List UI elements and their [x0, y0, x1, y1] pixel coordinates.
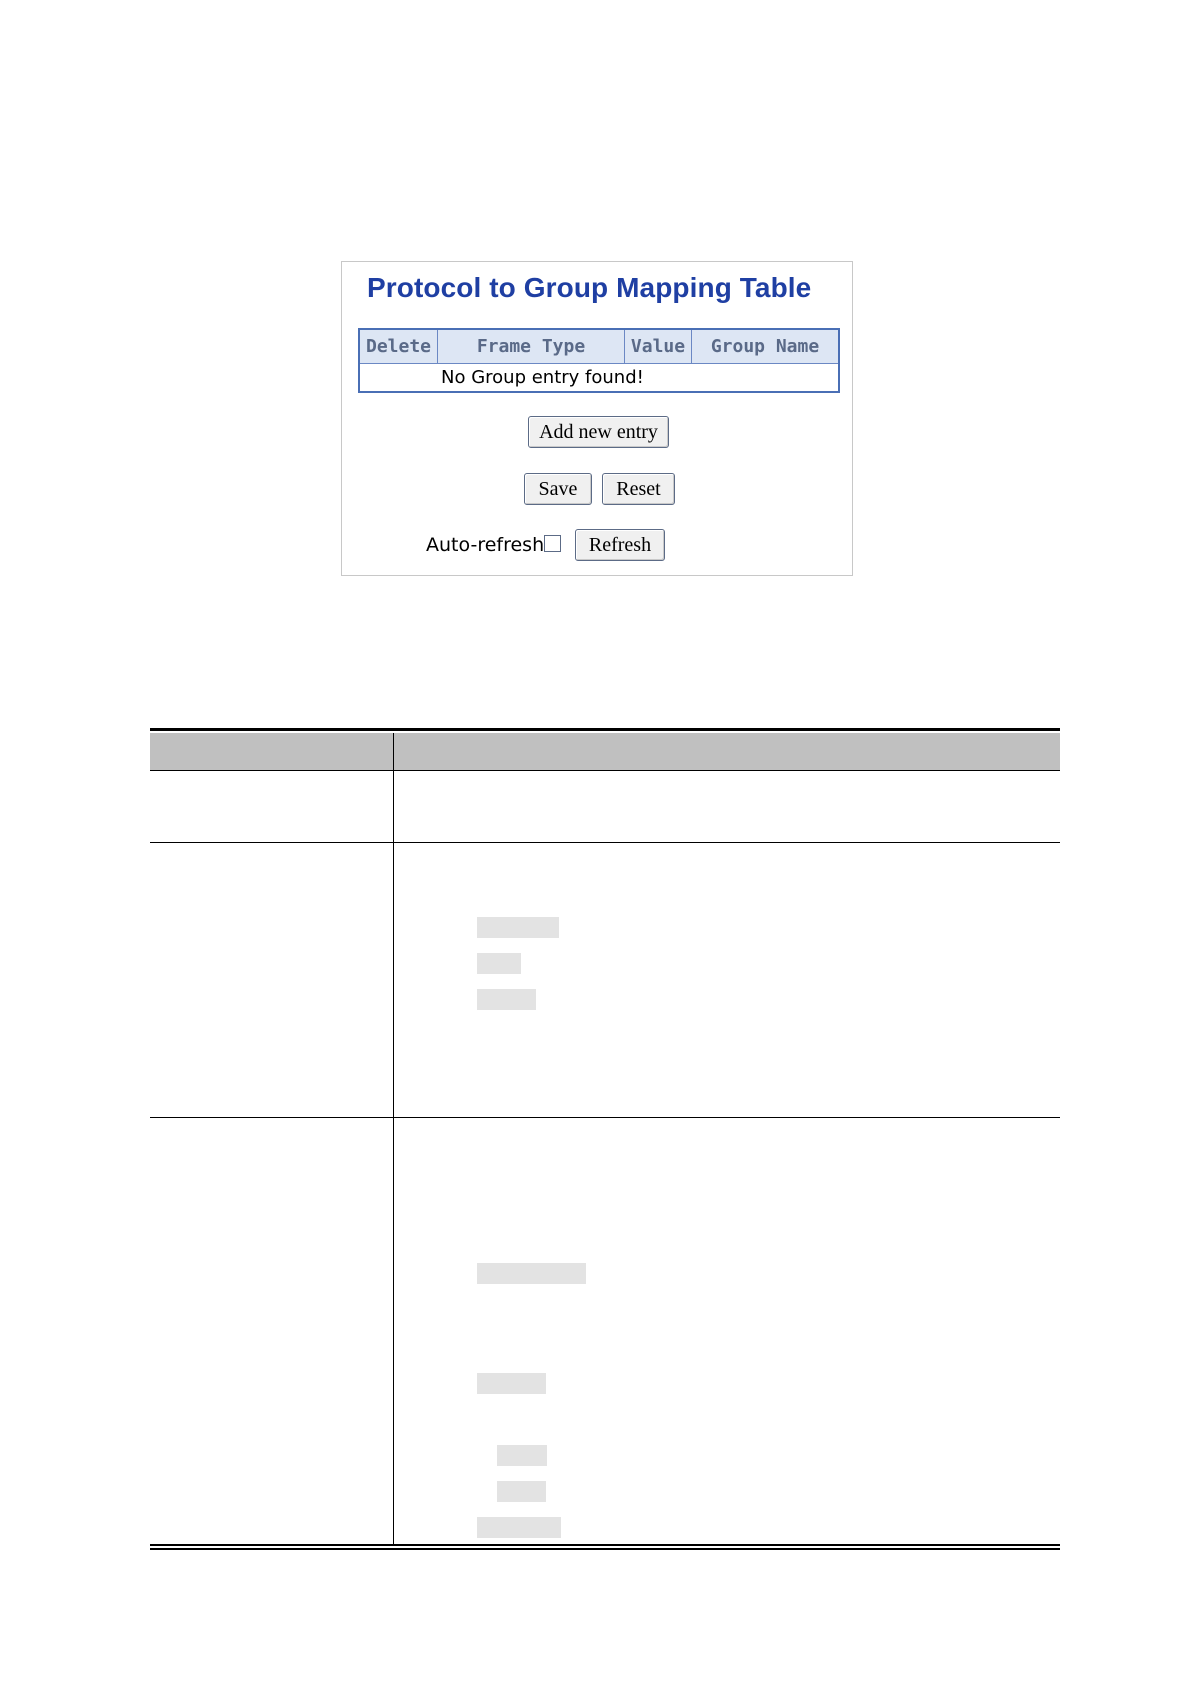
redacted-block — [477, 1263, 586, 1284]
table-row — [359, 364, 839, 393]
redacted-block — [477, 1373, 546, 1394]
panel-title: Protocol to Group Mapping Table — [367, 272, 812, 303]
empty-message: No Group entry found! — [441, 367, 644, 388]
header-divider — [393, 733, 394, 770]
column-header-frame-type: Frame Type — [438, 329, 625, 364]
bottom-rule — [150, 1544, 1060, 1546]
row-divider — [150, 770, 1060, 771]
row-divider — [150, 842, 1060, 843]
redacted-block — [477, 917, 559, 938]
description-table — [150, 728, 1060, 1550]
column-header-group-name: Group Name — [692, 329, 840, 364]
column-header-value: Value — [625, 329, 692, 364]
top-rule — [150, 728, 1060, 731]
redacted-block — [497, 1445, 547, 1466]
refresh-button[interactable]: Refresh — [575, 529, 665, 561]
mapping-table — [358, 328, 840, 393]
auto-refresh-label: Auto-refresh — [426, 534, 545, 556]
add-new-entry-button[interactable]: Add new entry — [528, 416, 669, 448]
redacted-block — [477, 1517, 561, 1538]
redacted-block — [497, 1481, 546, 1502]
save-button[interactable]: Save — [524, 473, 592, 505]
auto-refresh-checkbox[interactable] — [544, 535, 561, 552]
redacted-block — [477, 953, 521, 974]
screenshot-panel — [341, 261, 853, 576]
reset-button[interactable]: Reset — [602, 473, 675, 505]
column-divider — [393, 770, 394, 1546]
bottom-rule-double — [150, 1548, 1060, 1550]
column-header-delete: Delete — [359, 329, 438, 364]
table-header-row — [150, 733, 1060, 770]
row-divider — [150, 1117, 1060, 1118]
redacted-block — [477, 989, 536, 1010]
